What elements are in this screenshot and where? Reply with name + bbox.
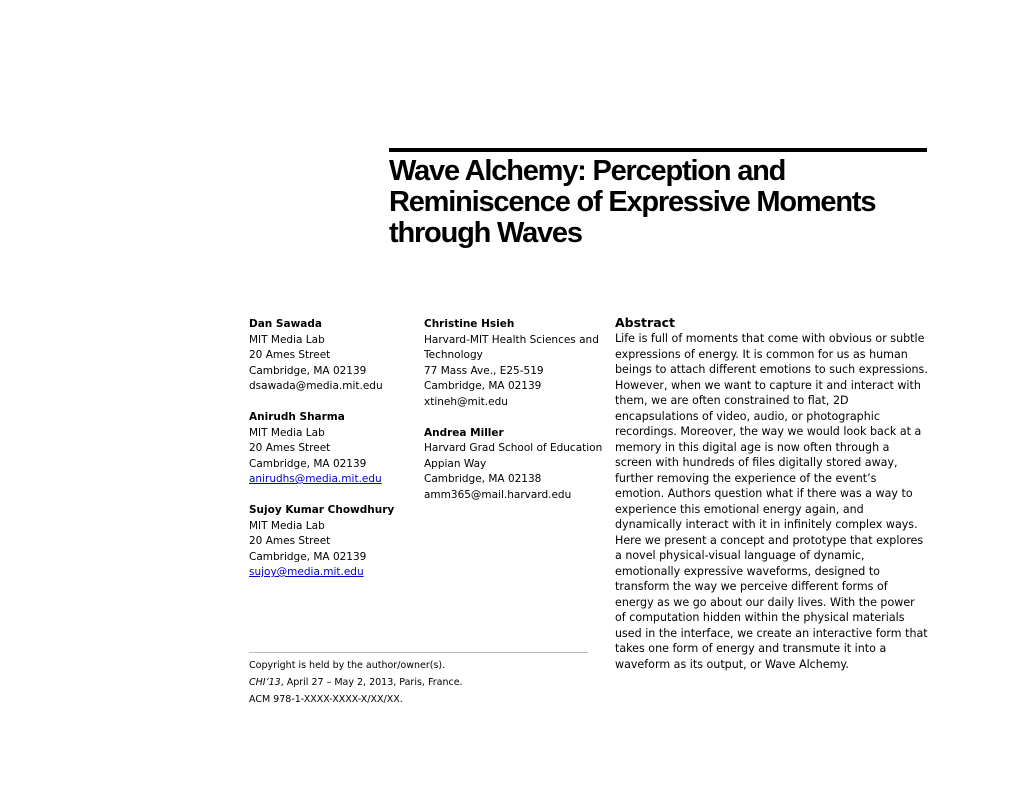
copyright-block (249, 657, 463, 708)
author-name: Dan Sawada (249, 318, 322, 330)
author-email: xtineh@mit.edu (424, 395, 508, 408)
abstract-line: memory in this digital age is now often through a (615, 440, 890, 454)
venue-line (249, 674, 463, 691)
author-city: Cambridge, MA 02139 (424, 380, 542, 392)
author-block (249, 503, 419, 581)
author-affiliation: Harvard-MIT Health Sciences and (424, 333, 599, 346)
author-block (424, 426, 604, 504)
venue-dates: , April 27 – May 2, 2013, Paris, France. (280, 677, 463, 688)
author-city: Cambridge, MA 02139 (249, 364, 367, 377)
copyright-rule (249, 652, 588, 653)
author-email: amm365@mail.harvard.edu (424, 488, 572, 501)
acm-line: ACM 978-1-XXXX-XXXX-X/XX/XX. (249, 694, 403, 705)
author-block (249, 410, 419, 488)
abstract-line: encapsulations of video, audio, or photographic (615, 409, 880, 423)
author-affiliation: MIT Media Lab (249, 333, 325, 346)
abstract-line: expressions of energy. It is common for us as human (615, 347, 908, 361)
abstract-line: energy as we go about our daily lives. With the power (615, 595, 915, 609)
abstract-line: Life is full of moments that come with obvious or subtle (615, 332, 925, 345)
author-column-right (424, 317, 604, 519)
author-street: 20 Ames Street (249, 535, 331, 547)
author-name: Sujoy Kumar Chowdhury (249, 504, 395, 516)
abstract-line: them, we are often constrained to flat, 2D (615, 394, 849, 407)
abstract-line: screen with hundreds of files digitally stored away, (615, 456, 898, 469)
abstract-line: emotionally expressive waveforms, designed to (615, 564, 880, 578)
author-street: 77 Mass Ave., E25-519 (424, 364, 544, 377)
abstract-heading: Abstract (615, 315, 676, 330)
author-name: Anirudh Sharma (249, 411, 345, 423)
author-street: Appian Way (424, 457, 487, 470)
author-street: 20 Ames Street (249, 442, 331, 454)
venue-name: CHI’13 (249, 677, 281, 688)
author-column-left (249, 317, 419, 596)
author-block (424, 317, 604, 410)
abstract-section (615, 314, 933, 672)
abstract-line: a novel physical-visual language of dynamic, (615, 549, 865, 562)
author-affiliation-cont: Technology (424, 349, 483, 361)
abstract-line: transform the way we perceive different forms of (615, 580, 888, 593)
abstract-line: takes one form of energy and transmute it into a (615, 642, 887, 655)
author-email-link[interactable]: anirudhs@media.mit.edu (249, 473, 382, 485)
abstract-line: waveform as its output, or Wave Alchemy. (615, 657, 849, 671)
abstract-line: experience this emotional energy again, and (615, 502, 864, 516)
author-email: dsawada@media.mit.edu (249, 380, 383, 392)
abstract-line: recordings. Moreover, the way we would look back at a (615, 425, 922, 438)
author-street: 20 Ames Street (249, 349, 331, 361)
author-affiliation: MIT Media Lab (249, 519, 325, 532)
author-block (249, 317, 419, 395)
author-affiliation: Harvard Grad School of Education (424, 442, 603, 454)
author-name: Andrea Miller (424, 426, 504, 439)
title-rule (389, 148, 927, 152)
abstract-line: beings to attach different emotions to such expressions. (615, 363, 928, 376)
abstract-line: emotion. Authors question what if there was a way to (615, 487, 913, 500)
copyright-line: Copyright is held by the author/owner(s). (249, 660, 446, 671)
author-city: Cambridge, MA 02139 (249, 550, 367, 563)
paper-title: Wave Alchemy: Perception and Reminiscence of Expressive Moments through Waves (389, 155, 876, 249)
author-affiliation: MIT Media Lab (249, 426, 325, 439)
abstract-line: used in the interface, we create an interactive form that (615, 626, 928, 640)
author-email-link[interactable]: sujoy@media.mit.edu (249, 566, 364, 578)
author-city: Cambridge, MA 02138 (424, 473, 542, 485)
abstract-line: Here we present a concept and prototype that explores (615, 533, 924, 547)
abstract-line: However, when we want to capture it and interact with (615, 378, 921, 392)
abstract-line: further removing the experience of the event’s (615, 471, 877, 485)
abstract-body (615, 331, 933, 672)
abstract-line: dynamically interact with it in infinitely complex ways. (615, 518, 918, 531)
author-city: Cambridge, MA 02139 (249, 457, 367, 470)
author-name: Christine Hsieh (424, 318, 515, 330)
abstract-line: of computation hidden within the physical materials (615, 611, 905, 624)
